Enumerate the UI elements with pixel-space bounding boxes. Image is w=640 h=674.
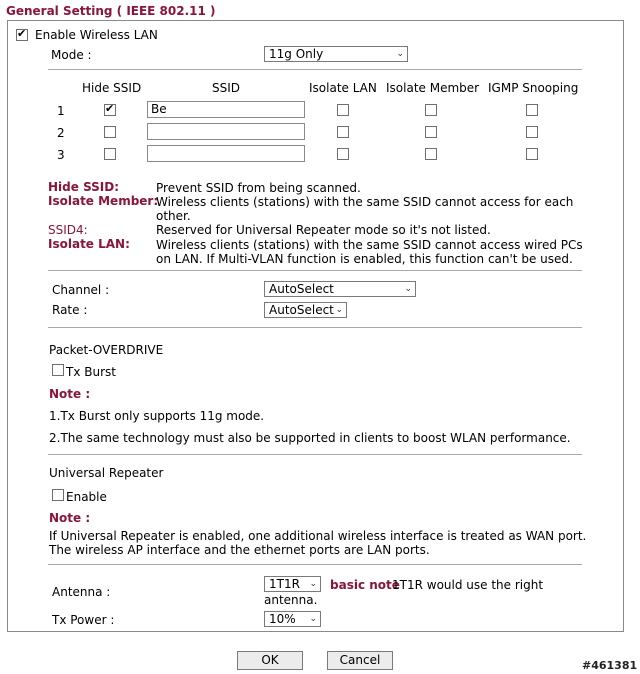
chevron-down-icon: ⌄ bbox=[309, 614, 317, 624]
ssid-row-number: 1 bbox=[57, 104, 65, 118]
chevron-down-icon: ⌄ bbox=[335, 305, 343, 315]
note-term-isolate-member: Isolate Member: bbox=[48, 194, 159, 208]
ssid-row-number: 3 bbox=[57, 148, 65, 162]
page-title: General Setting ( IEEE 802.11 ) bbox=[6, 4, 216, 18]
packet-overdrive-note-2: 2.The same technology must also be supported in clients to boost WLAN performance. bbox=[49, 431, 571, 445]
mode-select[interactable]: 11g Only ⌄ bbox=[264, 46, 408, 62]
hide-ssid-checkbox-3[interactable] bbox=[104, 148, 116, 160]
channel-label: Channel : bbox=[52, 283, 110, 297]
antenna-label: Antenna : bbox=[52, 585, 111, 599]
antenna-basic-note-label: basic note bbox=[330, 578, 400, 592]
header-isolate-member: Isolate Member bbox=[386, 81, 480, 95]
divider bbox=[48, 69, 582, 70]
tx-burst-checkbox[interactable] bbox=[52, 364, 64, 376]
cancel-button[interactable]: Cancel bbox=[327, 651, 393, 670]
note-desc-isolate-member: Wireless clients (stations) with the same SSID cannot access for each bbox=[156, 195, 574, 209]
hide-ssid-checkbox-1[interactable] bbox=[104, 104, 116, 116]
divider bbox=[48, 564, 582, 565]
antenna-select[interactable]: 1T1R ⌄ bbox=[264, 576, 321, 592]
antenna-basic-note-text: 1T1R would use the right bbox=[392, 578, 544, 592]
note-desc-isolate-member-cont: other. bbox=[156, 209, 191, 223]
ssid-input-3[interactable] bbox=[147, 145, 305, 162]
note-desc-isolate-lan-cont: on LAN. If Multi-VLAN function is enabled, this function can't be used. bbox=[156, 252, 573, 266]
header-hide-ssid: Hide SSID bbox=[82, 81, 142, 95]
packet-overdrive-note-label: Note : bbox=[49, 387, 91, 401]
mode-label: Mode : bbox=[51, 48, 92, 62]
isolate-member-checkbox-1[interactable] bbox=[425, 104, 437, 116]
ssid-row-number: 2 bbox=[57, 126, 65, 140]
watermark: #461381 bbox=[582, 659, 638, 672]
note-term-hide-ssid: Hide SSID: bbox=[48, 180, 120, 194]
isolate-member-checkbox-3[interactable] bbox=[425, 148, 437, 160]
tx-burst-label: Tx Burst bbox=[66, 365, 116, 379]
igmp-checkbox-3[interactable] bbox=[526, 148, 538, 160]
chevron-down-icon: ⌄ bbox=[309, 579, 317, 589]
universal-repeater-enable-label: Enable bbox=[66, 490, 107, 504]
isolate-lan-checkbox-1[interactable] bbox=[337, 104, 349, 116]
note-desc-isolate-lan: Wireless clients (stations) with the same SSID cannot access wired PCs bbox=[156, 238, 583, 252]
packet-overdrive-heading: Packet-OVERDRIVE bbox=[49, 343, 164, 357]
divider bbox=[48, 327, 582, 328]
note-term-isolate-lan: Isolate LAN: bbox=[48, 237, 130, 251]
ssid-input-1[interactable]: Be bbox=[147, 101, 305, 118]
note-desc-hide-ssid: Prevent SSID from being scanned. bbox=[156, 181, 361, 195]
note-term-ssid4: SSID4: bbox=[48, 223, 88, 237]
universal-repeater-note-1: If Universal Repeater is enabled, one additional wireless interface is treated as WAN port. bbox=[49, 529, 587, 543]
channel-select[interactable]: AutoSelect ⌄ bbox=[264, 281, 416, 297]
universal-repeater-heading: Universal Repeater bbox=[49, 466, 164, 480]
isolate-lan-checkbox-2[interactable] bbox=[337, 126, 349, 138]
igmp-checkbox-1[interactable] bbox=[526, 104, 538, 116]
ssid-input-2[interactable] bbox=[147, 123, 305, 140]
chevron-down-icon: ⌄ bbox=[404, 284, 412, 294]
header-ssid: SSID bbox=[212, 81, 241, 95]
tx-power-select[interactable]: 10% ⌄ bbox=[264, 611, 321, 627]
divider bbox=[48, 270, 582, 271]
chevron-down-icon: ⌄ bbox=[396, 49, 404, 59]
universal-repeater-note-label: Note : bbox=[49, 511, 91, 525]
universal-repeater-enable-checkbox[interactable] bbox=[52, 489, 64, 501]
ok-button[interactable]: OK bbox=[237, 651, 303, 670]
universal-repeater-note-2: The wireless AP interface and the ethernet ports are LAN ports. bbox=[49, 543, 430, 557]
header-igmp-snooping: IGMP Snooping bbox=[488, 81, 579, 95]
tx-power-label: Tx Power : bbox=[52, 613, 115, 627]
rate-select[interactable]: AutoSelect ⌄ bbox=[264, 302, 347, 318]
antenna-basic-note-text-cont: antenna. bbox=[264, 593, 318, 607]
divider bbox=[48, 454, 582, 455]
header-isolate-lan: Isolate LAN bbox=[309, 81, 377, 95]
hide-ssid-checkbox-2[interactable] bbox=[104, 126, 116, 138]
rate-label: Rate : bbox=[52, 303, 88, 317]
enable-wlan-label: Enable Wireless LAN bbox=[35, 28, 158, 42]
enable-wlan-checkbox[interactable] bbox=[16, 29, 28, 41]
packet-overdrive-note-1: 1.Tx Burst only supports 11g mode. bbox=[49, 409, 265, 423]
note-desc-ssid4: Reserved for Universal Repeater mode so it's not listed. bbox=[156, 223, 491, 237]
igmp-checkbox-2[interactable] bbox=[526, 126, 538, 138]
isolate-member-checkbox-2[interactable] bbox=[425, 126, 437, 138]
isolate-lan-checkbox-3[interactable] bbox=[337, 148, 349, 160]
